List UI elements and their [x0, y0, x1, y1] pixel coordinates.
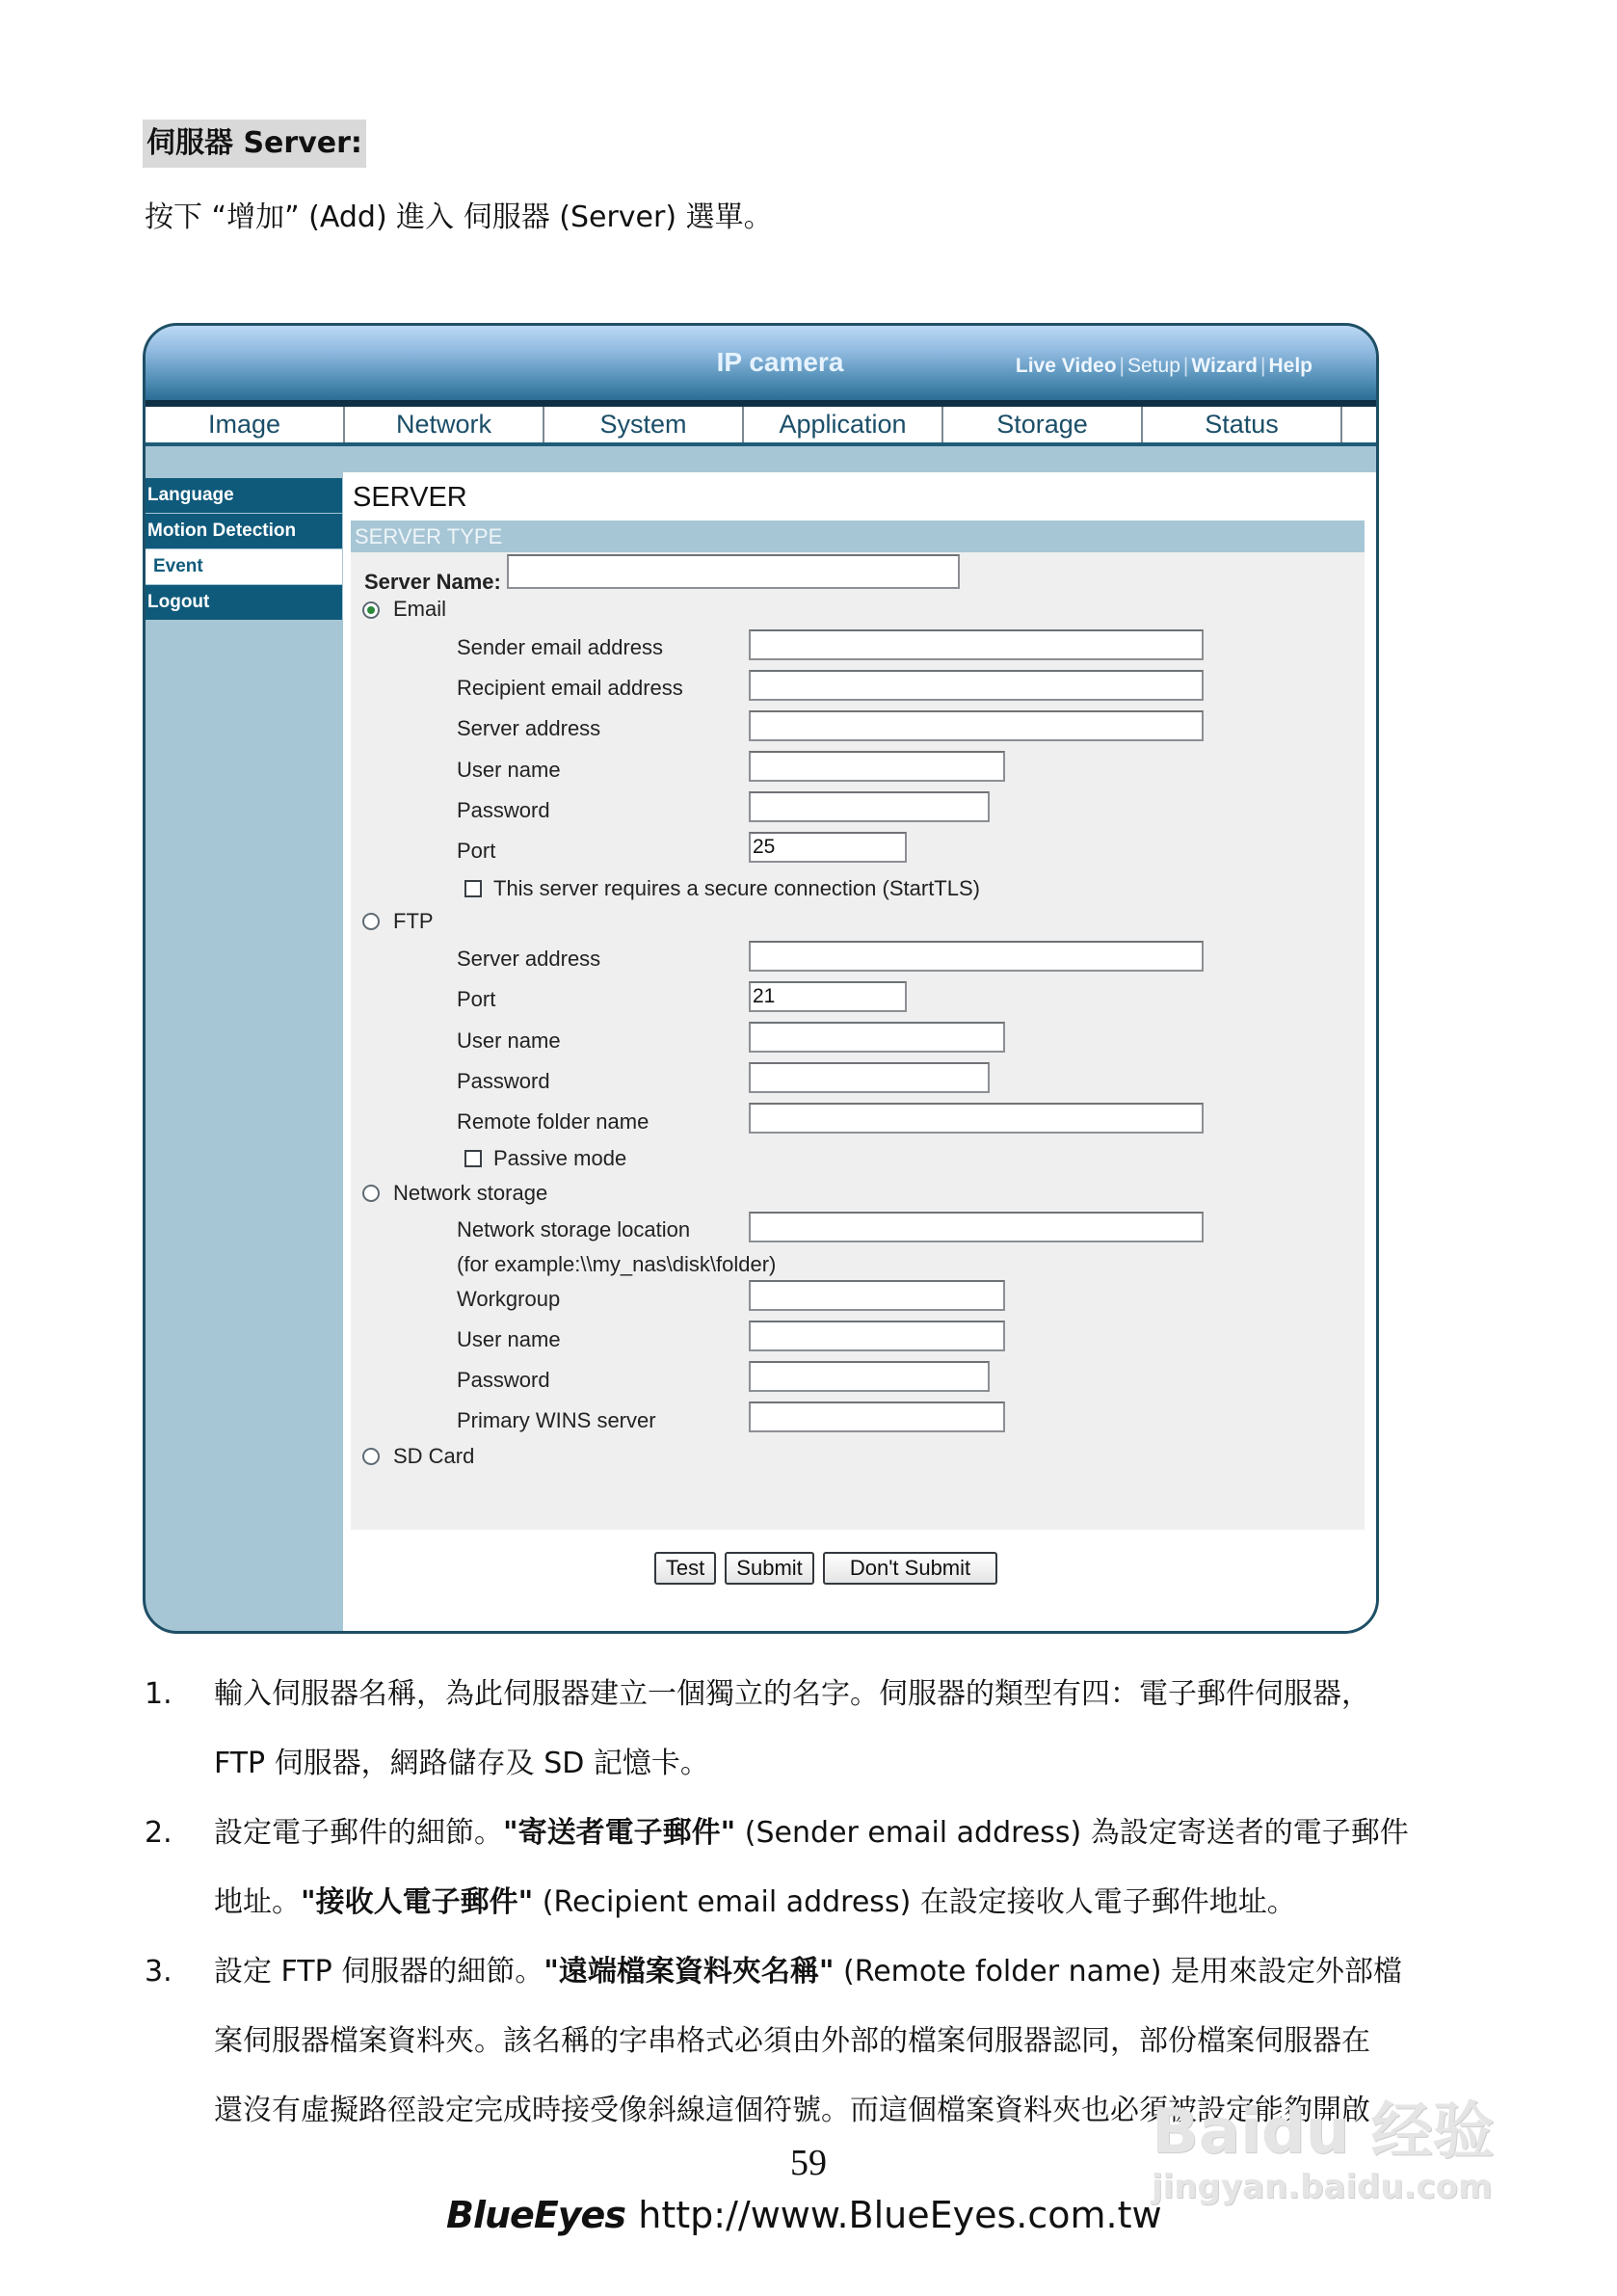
workgroup-label: Workgroup	[457, 1287, 561, 1311]
submit-button[interactable]: Submit	[725, 1552, 813, 1585]
ftp-username-label: User name	[457, 1028, 561, 1053]
ftp-server-address-label: Server address	[457, 947, 601, 971]
footer	[446, 2190, 1162, 2237]
wins-server-label: Primary WINS server	[457, 1408, 656, 1432]
test-button[interactable]: Test	[654, 1552, 716, 1585]
email-password-label: Password	[457, 798, 550, 822]
ftp-password-input[interactable]	[749, 1062, 990, 1093]
passive-mode-label: Passive mode	[493, 1146, 627, 1170]
starttls-label: This server requires a secure connection (StartTLS)	[493, 876, 980, 900]
sender-email-label: Sender email address	[457, 635, 664, 659]
nas-location-input[interactable]	[749, 1212, 1204, 1242]
radio-ftp-label: FTP	[393, 909, 434, 933]
text-run: (Sender email address) 為設定寄送者的電子郵件	[735, 1816, 1409, 1850]
radio-ftp[interactable]	[362, 913, 380, 930]
email-server-address-input[interactable]	[749, 710, 1204, 741]
sidebar-item-event[interactable]: Event	[146, 549, 342, 585]
text-run: 設定電子郵件的細節。	[214, 1816, 503, 1850]
passive-mode-checkbox[interactable]	[464, 1150, 482, 1167]
nas-example-text: (for example:\\my_nas\disk\folder)	[457, 1252, 777, 1276]
main-panel	[343, 472, 1376, 1631]
recipient-email-input[interactable]	[749, 670, 1204, 701]
link-separator: |	[1119, 355, 1125, 377]
page-title: SERVER	[353, 482, 467, 513]
section-bar: SERVER TYPE	[351, 521, 1365, 552]
list-number: 2.	[145, 1816, 172, 1850]
ftp-server-address-input[interactable]	[749, 941, 1204, 972]
list-number: 1.	[145, 1677, 172, 1711]
workgroup-input[interactable]	[749, 1280, 1005, 1311]
form-buttons	[343, 1552, 1376, 1585]
link-live-video[interactable]: Live Video	[1015, 355, 1117, 377]
remote-folder-label: Remote folder name	[457, 1109, 649, 1134]
ftp-port-label: Port	[457, 987, 496, 1011]
radio-sd-card[interactable]	[362, 1448, 380, 1465]
ftp-port-input[interactable]	[749, 981, 907, 1012]
link-help[interactable]: Help	[1268, 355, 1312, 377]
wins-server-input[interactable]	[749, 1402, 1005, 1432]
bold-term: "接收人電子郵件"	[301, 1885, 534, 1919]
list-item	[145, 1799, 1455, 1937]
tab-application[interactable]: Application	[744, 407, 943, 442]
tab-status[interactable]: Status	[1143, 407, 1342, 442]
list-item	[145, 1660, 1455, 1799]
text-run: 地址。	[214, 1885, 301, 1919]
list-text: 輸入伺服器名稱，為此伺服器建立一個獨立的名字。伺服器的類型有四：電子郵件伺服器，	[214, 1677, 1370, 1711]
email-port-input[interactable]	[749, 832, 907, 863]
ip-camera-screenshot	[143, 323, 1379, 1634]
top-links	[1016, 355, 1312, 378]
link-separator: |	[1182, 355, 1189, 377]
sender-email-input[interactable]	[749, 629, 1204, 660]
list-text: FTP 伺服器，網路儲存及 SD 記憶卡。	[214, 1747, 709, 1780]
remote-folder-input[interactable]	[749, 1103, 1204, 1134]
tab-network[interactable]: Network	[345, 407, 544, 442]
nas-username-input[interactable]	[749, 1321, 1005, 1351]
sidebar-item-motion-detection[interactable]: Motion Detection	[146, 514, 342, 549]
main-tabs	[146, 407, 1376, 446]
sidebar-item-language[interactable]: Language	[146, 478, 342, 514]
list-text: 還沒有虛擬路徑設定完成時接受像斜線這個符號。而這個檔案資料夾也必須被設定能夠開啟	[214, 2094, 1370, 2127]
list-text: 案伺服器檔案資料夾。該名稱的字串格式必須由外部的檔案伺服器認同，部份檔案伺服器在	[214, 2024, 1370, 2058]
email-port-label: Port	[457, 839, 496, 863]
recipient-email-label: Recipient email address	[457, 676, 683, 700]
watermark-logo: Baidu 经验	[1152, 2096, 1495, 2168]
nas-password-input[interactable]	[749, 1361, 990, 1392]
radio-email[interactable]	[362, 601, 380, 619]
ftp-username-input[interactable]	[749, 1022, 1005, 1053]
page-number: 59	[790, 2143, 827, 2183]
radio-sd-card-label: SD Card	[393, 1444, 475, 1468]
link-separator: |	[1260, 355, 1266, 377]
text-run: (Recipient email address) 在設定接收人電子郵件地址。	[533, 1885, 1296, 1919]
link-wizard[interactable]: Wizard	[1191, 355, 1259, 377]
radio-network-storage-label: Network storage	[393, 1181, 548, 1205]
instruction-list	[145, 1660, 1455, 2146]
radio-network-storage[interactable]	[362, 1185, 380, 1202]
email-server-address-label: Server address	[457, 716, 601, 740]
section-heading: 伺服器 Server:	[143, 120, 366, 168]
bold-term: "遠端檔案資料夾名稱"	[543, 1955, 835, 1989]
sidebar	[146, 478, 342, 621]
watermark	[1152, 2096, 1495, 2206]
list-text	[214, 1937, 1455, 2007]
nas-password-label: Password	[457, 1368, 550, 1392]
server-name-input[interactable]	[507, 554, 960, 589]
list-text	[214, 1799, 1455, 1868]
sidebar-item-logout[interactable]: Logout	[146, 585, 342, 621]
link-setup[interactable]: Setup	[1127, 355, 1180, 377]
email-password-input[interactable]	[749, 791, 990, 822]
email-username-input[interactable]	[749, 751, 1005, 782]
intro-text: 按下 “增加” (Add) 進入 伺服器 (Server) 選單。	[145, 200, 773, 234]
list-text	[214, 1868, 1455, 1937]
dont-submit-button[interactable]: Don't Submit	[823, 1552, 997, 1585]
text-run: 設定 FTP 伺服器的細節。	[214, 1955, 544, 1989]
server-form	[351, 552, 1365, 1530]
tab-image[interactable]: Image	[146, 407, 345, 442]
text-run: (Remote folder name) 是用來設定外部檔	[834, 1955, 1402, 1989]
camera-header	[146, 326, 1376, 407]
tab-storage[interactable]: Storage	[943, 407, 1143, 442]
nas-location-label: Network storage location	[457, 1217, 691, 1241]
starttls-checkbox[interactable]	[464, 880, 482, 897]
list-number: 3.	[145, 1955, 172, 1989]
bold-term: "寄送者電子郵件"	[503, 1816, 736, 1850]
brand-logo: BlueEyes	[446, 2194, 625, 2236]
email-username-label: User name	[457, 758, 561, 782]
watermark-site: jingyan.baidu.com	[1152, 2168, 1493, 2206]
ftp-password-label: Password	[457, 1069, 550, 1093]
radio-email-label: Email	[393, 597, 447, 621]
camera-title: IP camera	[716, 347, 844, 377]
nas-username-label: User name	[457, 1327, 561, 1351]
server-name-label: Server Name:	[364, 570, 501, 594]
tab-system[interactable]: System	[544, 407, 744, 442]
footer-url[interactable]: http://www.BlueEyes.com.tw	[638, 2194, 1162, 2236]
